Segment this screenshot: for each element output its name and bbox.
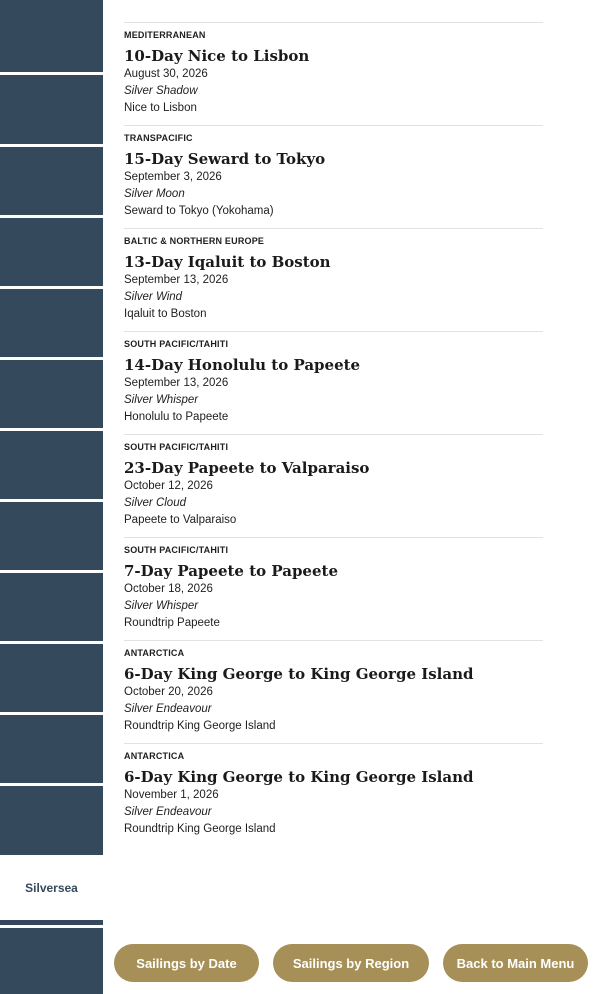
sailing-region: SOUTH PACIFIC/TAHITI — [124, 339, 229, 349]
sailing-item[interactable] — [124, 640, 543, 743]
sailing-route: Nice to Lisbon — [124, 102, 197, 114]
sailing-ship: Silver Shadow — [124, 85, 198, 97]
sailing-region: ANTARCTICA — [124, 648, 185, 658]
sailing-route: Iqaluit to Boston — [124, 308, 207, 320]
sailing-title[interactable]: 6-Day King George to King George Island — [124, 665, 474, 683]
sidebar — [0, 0, 103, 994]
sailing-item[interactable] — [124, 22, 543, 125]
sidebar-tile[interactable] — [0, 218, 103, 286]
sailing-item[interactable] — [124, 331, 543, 434]
sailing-region: MEDITERRANEAN — [124, 30, 206, 40]
sailing-region: ANTARCTICA — [124, 751, 185, 761]
sidebar-tile[interactable] — [0, 786, 103, 855]
sailing-date: October 18, 2026 — [124, 583, 213, 595]
sailing-date: October 12, 2026 — [124, 480, 213, 492]
sailings-list — [124, 22, 543, 846]
sailing-item[interactable] — [124, 125, 543, 228]
sailings-by-date-button[interactable]: Sailings by Date — [114, 944, 259, 982]
sidebar-brand-silversea[interactable]: Silversea — [0, 855, 103, 920]
sailing-ship: Silver Whisper — [124, 600, 199, 612]
sailing-title[interactable]: 7-Day Papeete to Papeete — [124, 562, 338, 580]
sidebar-tile[interactable] — [0, 715, 103, 783]
sailing-region: SOUTH PACIFIC/TAHITI — [124, 545, 229, 555]
sailing-region: SOUTH PACIFIC/TAHITI — [124, 442, 229, 452]
sidebar-tile[interactable] — [0, 431, 103, 499]
sidebar-tile[interactable] — [0, 360, 103, 428]
sailing-date: September 3, 2026 — [124, 171, 222, 183]
sailing-ship: Silver Moon — [124, 188, 185, 200]
sailing-ship: Silver Endeavour — [124, 703, 212, 715]
sailing-title[interactable]: 6-Day King George to King George Island — [124, 768, 474, 786]
sailing-route: Roundtrip Papeete — [124, 617, 220, 629]
sailing-item[interactable] — [124, 743, 543, 846]
sidebar-tile[interactable] — [0, 573, 103, 641]
sailing-title[interactable]: 23-Day Papeete to Valparaiso — [124, 459, 370, 477]
sailing-title[interactable]: 13-Day Iqaluit to Boston — [124, 253, 331, 271]
sailing-route: Roundtrip King George Island — [124, 720, 276, 732]
sailing-region: TRANSPACIFIC — [124, 133, 193, 143]
sailing-date: September 13, 2026 — [124, 274, 229, 286]
sailing-ship: Silver Cloud — [124, 497, 186, 509]
sailing-route: Honolulu to Papeete — [124, 411, 229, 423]
back-to-main-menu-button[interactable]: Back to Main Menu — [443, 944, 588, 982]
sidebar-tile[interactable] — [0, 0, 103, 72]
sidebar-tile[interactable] — [0, 928, 103, 994]
sailing-region: BALTIC & NORTHERN EUROPE — [124, 236, 265, 246]
sailing-ship: Silver Whisper — [124, 394, 199, 406]
sailing-ship: Silver Wind — [124, 291, 183, 303]
sailing-title[interactable]: 10-Day Nice to Lisbon — [124, 47, 310, 65]
sailing-route: Papeete to Valparaiso — [124, 514, 237, 526]
sailings-by-region-button[interactable]: Sailings by Region — [273, 944, 429, 982]
sailing-title[interactable]: 14-Day Honolulu to Papeete — [124, 356, 361, 374]
sailing-date: August 30, 2026 — [124, 68, 208, 80]
sailing-date: October 20, 2026 — [124, 686, 213, 698]
sailing-date: September 13, 2026 — [124, 377, 229, 389]
sailing-item[interactable] — [124, 228, 543, 331]
sidebar-tile[interactable] — [0, 75, 103, 144]
sidebar-tile[interactable] — [0, 289, 103, 357]
sidebar-tile[interactable] — [0, 502, 103, 570]
sailing-item[interactable] — [124, 434, 543, 537]
sailing-route: Roundtrip King George Island — [124, 823, 276, 835]
sailing-date: November 1, 2026 — [124, 789, 219, 801]
sailing-item[interactable] — [124, 537, 543, 640]
sailing-ship: Silver Endeavour — [124, 806, 212, 818]
sidebar-tile[interactable] — [0, 920, 103, 925]
sailing-route: Seward to Tokyo (Yokohama) — [124, 205, 274, 217]
sailing-title[interactable]: 15-Day Seward to Tokyo — [124, 150, 326, 168]
sidebar-tile[interactable] — [0, 147, 103, 215]
sidebar-tile[interactable] — [0, 644, 103, 712]
